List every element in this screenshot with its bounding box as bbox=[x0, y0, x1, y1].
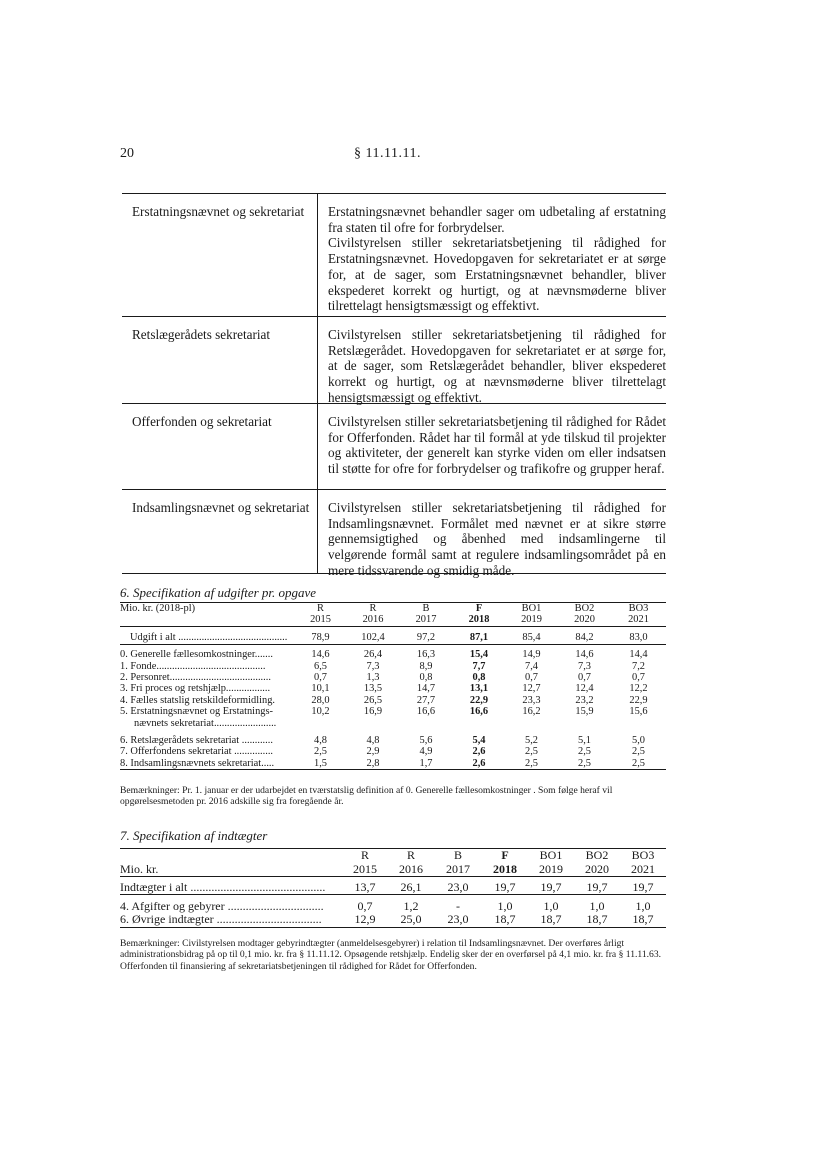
value-cell: 7,3 bbox=[578, 660, 591, 672]
unit-row bbox=[122, 194, 666, 316]
value-cell: 5,4 bbox=[472, 735, 486, 747]
column-year: 2020 bbox=[585, 861, 609, 876]
value-cell: 6,5 bbox=[314, 660, 327, 672]
row-label: 7. Offerfondens sekretariat bbox=[120, 746, 232, 758]
expenditure-table bbox=[120, 602, 666, 770]
value-cell: 23,0 bbox=[447, 879, 469, 894]
unit-row bbox=[122, 403, 666, 489]
value-cell: 27,7 bbox=[416, 694, 436, 706]
column-type: BO1 bbox=[539, 848, 563, 862]
revenue-note: Bemærkninger: Civilstyrelsen modtager gebyrindtægter (anmeldelsesgebyrer) i relation til Indsamlingsnævnet. Der overføres årligt administrationsbidrag på op til 0,1 mio. kr. fra § 11.11.12. Opsøgende retshjælp. Endelig sker der en overførsel på 4,1 mio. kr. fra § 11.11.63. Offerfonden til finansiering af sekretariatsbetjeningen til rådighed for Rådet for Offerfonden. bbox=[120, 938, 662, 972]
column-type: R bbox=[360, 848, 369, 862]
value-cell: 14,6 bbox=[575, 649, 594, 661]
value-cell: 22,9 bbox=[629, 694, 648, 706]
value-cell: 1,0 bbox=[543, 898, 559, 913]
table-row: 1. Fonde.......................................... 6,5 7,3 8,9 7,7 7,4 7,3 7,2 bbox=[120, 661, 666, 672]
table-row: 0. Generelle fællesomkostninger....... 14,6 26,4 16,3 15,4 14,9 14,6 14,4 bbox=[120, 649, 666, 660]
column-type: R bbox=[406, 848, 415, 862]
column-type: R bbox=[317, 603, 324, 614]
column-year: 2020 bbox=[574, 614, 595, 626]
value-cell: 14,7 bbox=[416, 683, 436, 695]
value-cell: 2,5 bbox=[314, 746, 327, 758]
value-cell: 102,4 bbox=[361, 632, 385, 644]
unit-row bbox=[122, 316, 666, 403]
value-cell: 26,1 bbox=[400, 879, 422, 894]
unit-label: Mio. kr. (2018-pl) bbox=[120, 603, 196, 614]
value-cell: 2,9 bbox=[366, 746, 380, 758]
column-year: 2018 bbox=[493, 861, 517, 876]
revenue-table bbox=[120, 848, 666, 928]
value-cell: 4,8 bbox=[314, 735, 327, 747]
value-cell: 22,9 bbox=[469, 694, 489, 706]
unit-description bbox=[318, 194, 666, 316]
column-year: 2019 bbox=[539, 861, 563, 876]
column-year: 2019 bbox=[521, 614, 542, 626]
value-cell: 16,6 bbox=[416, 706, 436, 718]
unit-description bbox=[318, 317, 666, 403]
row-label: 0. Generelle fællesomkostninger bbox=[120, 649, 255, 661]
units-table bbox=[122, 193, 666, 578]
table-row: 4. Afgifter og gebyrer ................................ 0,7 1,2 - 1,0 1,0 1,0 1,0 bbox=[120, 900, 666, 914]
value-cell: 0,8 bbox=[419, 672, 433, 684]
value-cell: 7,4 bbox=[525, 660, 538, 672]
value-cell: 19,7 bbox=[494, 879, 516, 894]
total-row: Indtægter i alt ............................................. 13,7 26,1 23,0 19,7 19,7 19,7 19,7 bbox=[120, 881, 666, 895]
value-cell: 18,7 bbox=[494, 912, 516, 926]
value-cell: 15,9 bbox=[575, 706, 594, 718]
value-cell: 19,7 bbox=[632, 879, 654, 894]
table-row bbox=[120, 706, 666, 717]
value-cell: 0,7 bbox=[314, 672, 327, 684]
value-cell: 12,4 bbox=[575, 683, 594, 695]
value-cell: 5,2 bbox=[525, 735, 538, 747]
value-cell: 15,6 bbox=[629, 706, 648, 718]
value-cell: 7,3 bbox=[366, 660, 380, 672]
value-cell: 1,0 bbox=[589, 898, 605, 913]
unit-description-para: Civilstyrelsen stiller sekretariatsbetjening til rådighed for Retslægerådet. Hovedopgaven for sekretariatet er at sørge for, at de sager, som Retslægerådet behandler, bliver ekspederet korrekt og hurtigt, og at nævnsmøderne bliver tilrettelagt hensigtsmæssigt og effektivt. bbox=[328, 327, 666, 405]
value-cell: 2,5 bbox=[525, 746, 538, 758]
column-type: BO2 bbox=[585, 848, 609, 862]
value-cell: 2,5 bbox=[525, 757, 538, 769]
value-cell: 13,7 bbox=[354, 879, 376, 894]
total-label: Udgift i alt bbox=[130, 632, 176, 644]
value-cell: 0,8 bbox=[472, 672, 486, 684]
value-cell: 1,0 bbox=[497, 898, 513, 913]
value-cell: 2,5 bbox=[578, 746, 591, 758]
unit-name: Indsamlingsnævnet og sekretariat bbox=[122, 490, 318, 573]
column-year: 2018 bbox=[468, 614, 490, 626]
section-reference: § 11.11.11. bbox=[354, 146, 421, 161]
column-year: 2017 bbox=[415, 614, 437, 626]
table-row-continuation: nævnets sekretariat........................ bbox=[134, 717, 277, 729]
value-cell: 2,5 bbox=[632, 746, 645, 758]
value-cell: 10,1 bbox=[311, 683, 330, 695]
column-year: 2017 bbox=[446, 861, 470, 876]
value-cell: 16,2 bbox=[522, 706, 541, 718]
value-cell: 14,6 bbox=[311, 649, 330, 661]
unit-name: Erstatningsnævnet og sekretariat bbox=[122, 194, 318, 316]
table-row: 7. Offerfondens sekretariat ............... 2,5 2,9 4,9 2,6 2,5 2,5 2,5 bbox=[120, 746, 666, 757]
value-cell: 19,7 bbox=[586, 879, 608, 894]
column-year: 2021 bbox=[628, 614, 649, 626]
row-label: 5. Erstatningsnævnet og Erstatnings- bbox=[120, 706, 273, 718]
revenue-caption: 7. Specifikation af indtægter bbox=[120, 828, 268, 843]
table-row: 6. Øvrige indtægter ................................... 12,9 25,0 23,0 18,7 18,7 18,7 18,7 bbox=[120, 913, 666, 927]
unit-description bbox=[318, 490, 666, 578]
column-year: 2015 bbox=[353, 861, 377, 876]
column-year: 2015 bbox=[310, 614, 331, 626]
value-cell: 5,0 bbox=[632, 735, 645, 747]
value-cell: 10,2 bbox=[311, 706, 330, 718]
value-cell: 12,9 bbox=[354, 912, 376, 926]
value-cell: 2,6 bbox=[472, 746, 486, 758]
table-row: 8. Indsamlingsnævnets sekretariat..... 1,5 2,8 1,7 2,6 2,5 2,5 2,5 bbox=[120, 758, 666, 770]
value-cell: 16,3 bbox=[416, 649, 436, 661]
row-label: 2. Personret bbox=[120, 672, 170, 684]
unit-row bbox=[122, 489, 666, 578]
value-cell: 4,8 bbox=[366, 735, 380, 747]
value-cell: 23,3 bbox=[522, 694, 541, 706]
value-cell: 1,7 bbox=[419, 757, 433, 769]
unit-description-para: Civilstyrelsen stiller sekretariatsbetjening til rådighed for Indsamlingsnævnet. Formålet med nævnet er at sikre større gennemsigtighed og åbenhed med indsamlingerne til velgørende formål samt at regulere indsamlingsområdet på en mere tidssvarende og smidig måde. bbox=[328, 500, 666, 578]
expenditure-note: Bemærkninger: Pr. 1. januar er der udarbejdet en tværstatslig definition af 0. Generelle fællesomkostninger . Som følge heraf vil opgørelsesmetoden pr. 2016 adskille sig fra foregående år. bbox=[120, 785, 613, 808]
column-type: F bbox=[501, 848, 509, 862]
value-cell: 2,8 bbox=[366, 757, 380, 769]
value-cell: 5,6 bbox=[419, 735, 433, 747]
table-row: 6. Retslægerådets sekretariat ............ 4,8 4,8 5,6 5,4 5,2 5,1 5,0 bbox=[120, 735, 666, 746]
value-cell: 28,0 bbox=[311, 694, 330, 706]
row-label: 4. Afgifter og gebyrer bbox=[120, 898, 225, 913]
column-type: R bbox=[369, 603, 377, 614]
value-cell: 0,7 bbox=[632, 672, 645, 684]
value-cell: 0,7 bbox=[525, 672, 538, 684]
value-cell: 12,2 bbox=[629, 683, 648, 695]
value-cell: 97,2 bbox=[416, 632, 436, 644]
column-type: F bbox=[475, 603, 483, 614]
column-year: 2016 bbox=[399, 861, 423, 876]
row-label: 1. Fonde bbox=[120, 660, 157, 672]
column-type: BO1 bbox=[521, 603, 542, 614]
page-number: 20 bbox=[120, 146, 134, 161]
value-cell: 85,4 bbox=[522, 632, 541, 644]
table-row: 2. Personret....................................... 0,7 1,3 0,8 0,8 0,7 0,7 0,7 bbox=[120, 672, 666, 683]
column-type: B bbox=[453, 848, 462, 862]
value-cell: 1,3 bbox=[366, 672, 380, 684]
total-row: Udgift i alt .......................................... 78,9 102,4 97,2 87,1 85,4 84,2 83,0 bbox=[120, 632, 666, 644]
value-cell: 1,5 bbox=[314, 757, 327, 769]
unit-description bbox=[318, 404, 666, 489]
unit-description-para: Civilstyrelsen stiller sekretariatsbetjening til rådighed for Rådet for Offerfonden. Rådet har til formål at yde tilskud til projekter og aktiviteter, der generelt kan styrke viden om eller indsatsen til støtte for ofre for forbrydelser og trafikofre og grupper heraf. bbox=[328, 414, 666, 477]
value-cell: 7,2 bbox=[632, 660, 645, 672]
value-cell: 1,0 bbox=[635, 898, 651, 913]
unit-name: Offerfonden og sekretariat bbox=[122, 404, 318, 489]
row-label-continued: nævnets sekretariat bbox=[134, 717, 214, 729]
row-label: 3. Fri proces og retshjælp bbox=[120, 683, 226, 695]
row-label: 6. Øvrige indtægter bbox=[120, 912, 214, 926]
value-cell: 5,1 bbox=[578, 735, 591, 747]
value-cell: 0,7 bbox=[357, 898, 373, 913]
column-type: BO3 bbox=[631, 848, 655, 862]
table-row: 4. Fælles statslig retskildeformidling. 28,0 26,5 27,7 22,9 23,3 23,2 22,9 bbox=[120, 695, 666, 706]
unit-description-para: Civilstyrelsen stiller sekretariatsbetjening til rådighed for Erstatningsnævnet. Hovedopgaven for sekretariatet er at sørge for, at de sager, som Erstatningsnævnet behandler, bliver ekspederet korrekt og hurtigt, og at nævnsmøderne bliver tilrettelagt hensigtsmæssigt og effektivt. bbox=[328, 235, 666, 314]
column-type: B bbox=[422, 603, 430, 614]
value-cell: 25,0 bbox=[400, 912, 422, 926]
value-cell: 13,5 bbox=[363, 683, 383, 695]
value-cell: 4,9 bbox=[419, 746, 433, 758]
column-type: BO3 bbox=[628, 603, 649, 614]
value-cell: 83,0 bbox=[629, 632, 648, 644]
unit-description-para: Erstatningsnævnet behandler sager om udbetaling af erstatning fra staten til ofre for forbrydelser. bbox=[328, 204, 666, 235]
value-cell: 1,2 bbox=[403, 898, 419, 913]
value-cell: 84,2 bbox=[575, 632, 594, 644]
value-cell: 19,7 bbox=[540, 879, 562, 894]
total-label: Indtægter i alt bbox=[120, 879, 188, 894]
value-cell: 7,7 bbox=[472, 660, 486, 672]
value-cell: 2,5 bbox=[578, 757, 591, 769]
row-label: 4. Fælles statslig retskildeformidling bbox=[120, 694, 273, 706]
value-cell: 16,6 bbox=[469, 706, 489, 718]
value-cell: 13,1 bbox=[469, 683, 489, 695]
column-type: BO2 bbox=[574, 603, 595, 614]
value-cell: 8,9 bbox=[419, 660, 433, 672]
column-year: 2021 bbox=[631, 861, 655, 876]
value-cell: 87,1 bbox=[469, 632, 489, 644]
value-cell: 0,7 bbox=[578, 672, 591, 684]
value-cell: 23,0 bbox=[447, 912, 469, 926]
table-row: 3. Fri proces og retshjælp................. 10,1 13,5 14,7 13,1 12,7 12,4 12,2 bbox=[120, 683, 666, 694]
value-cell: 23,2 bbox=[575, 694, 594, 706]
value-cell: 2,5 bbox=[632, 757, 645, 769]
value-cell: 26,5 bbox=[363, 694, 383, 706]
value-cell: 78,9 bbox=[311, 632, 330, 644]
value-cell: 12,7 bbox=[522, 683, 541, 695]
unit-name: Retslægerådets sekretariat bbox=[122, 317, 318, 403]
value-cell: 26,4 bbox=[363, 649, 383, 661]
value-cell: 18,7 bbox=[540, 912, 562, 926]
value-cell: 14,9 bbox=[522, 649, 541, 661]
value-cell: 2,6 bbox=[472, 757, 486, 769]
value-cell: 14,4 bbox=[629, 649, 648, 661]
value-cell: - bbox=[456, 898, 460, 913]
row-label: 6. Retslægerådets sekretariat bbox=[120, 735, 240, 747]
row-label: 8. Indsamlingsnævnets sekretariat bbox=[120, 757, 262, 769]
expenditure-caption: 6. Specifikation af udgifter pr. opgave bbox=[120, 585, 317, 600]
value-cell: 18,7 bbox=[632, 912, 654, 926]
column-year: 2016 bbox=[362, 614, 384, 626]
unit-label: Mio. kr. bbox=[120, 861, 159, 876]
value-cell: 18,7 bbox=[586, 912, 608, 926]
value-cell: 16,9 bbox=[363, 706, 383, 718]
value-cell: 15,4 bbox=[469, 649, 489, 661]
